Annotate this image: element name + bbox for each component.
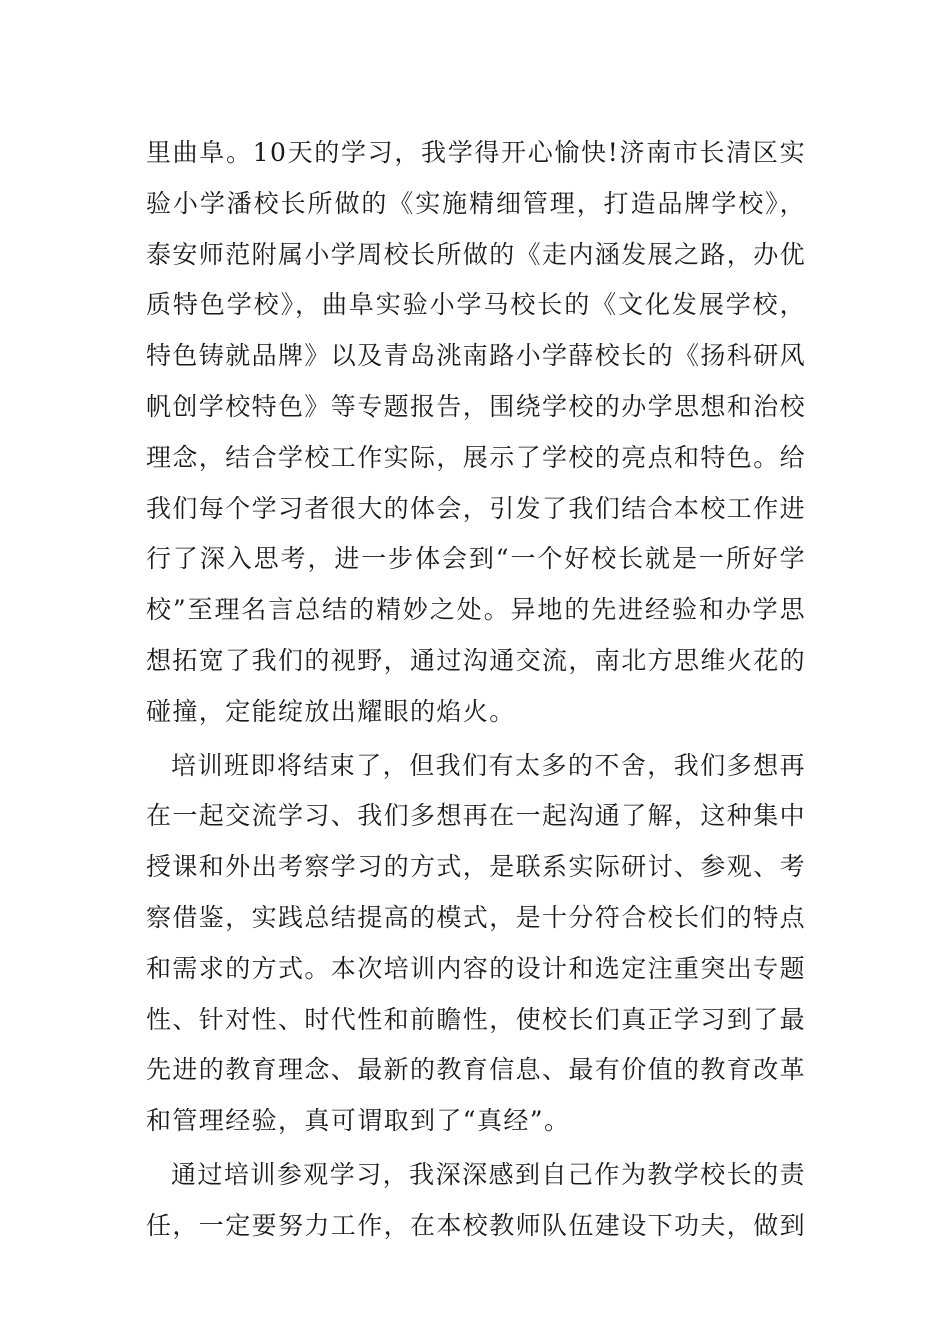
paragraph-3: 通过培训参观学习，我深深感到自己作为教学校长的责任，一定要努力工作，在本校教师队伍建设下功夫，做到	[146, 1159, 807, 1240]
document-body	[146, 128, 806, 1252]
paragraph-1: 里曲阜。10天的学习，我学得开心愉快!济南市长清区实验小学潘校长所做的《实施精细管理，打造品牌学校》，泰安师范附属小学周校长所做的《走内涵发展之路，办优质特色学校》，曲阜实验小学马校长的《文化发展学校，特色铸就品牌》以及青岛洮南路小学薛校长的《扬科研风帆创学校特色》等专题报告，围绕学校的办学思想和治校理念，结合学校工作实际，展示了学校的亮点和特色。给我们每个学习者很大的体会，引发了我们结合本校工作进行了深入思考，进一步体会到“一个好校长就是一所好学校”至理名言总结的精妙之处。异地的先进经验和办学思想拓宽了我们的视野，通过沟通交流，南北方思维火花的碰撞，定能绽放出耀眼的焰火。	[146, 138, 807, 726]
paragraph-2: 培训班即将结束了，但我们有太多的不舍，我们多想再在一起交流学习、我们多想再在一起沟通了解，这种集中授课和外出考察学习的方式，是联系实际研讨、参观、考察借鉴，实践总结提高的模式，是十分符合校长们的特点和需求的方式。本次培训内容的设计和选定注重突出专题性、针对性、时代性和前瞻性，使校长们真正学习到了最先进的教育理念、最新的教育信息、最有价值的教育改革和管理经验，真可谓取到了“真经”。	[146, 750, 807, 1136]
